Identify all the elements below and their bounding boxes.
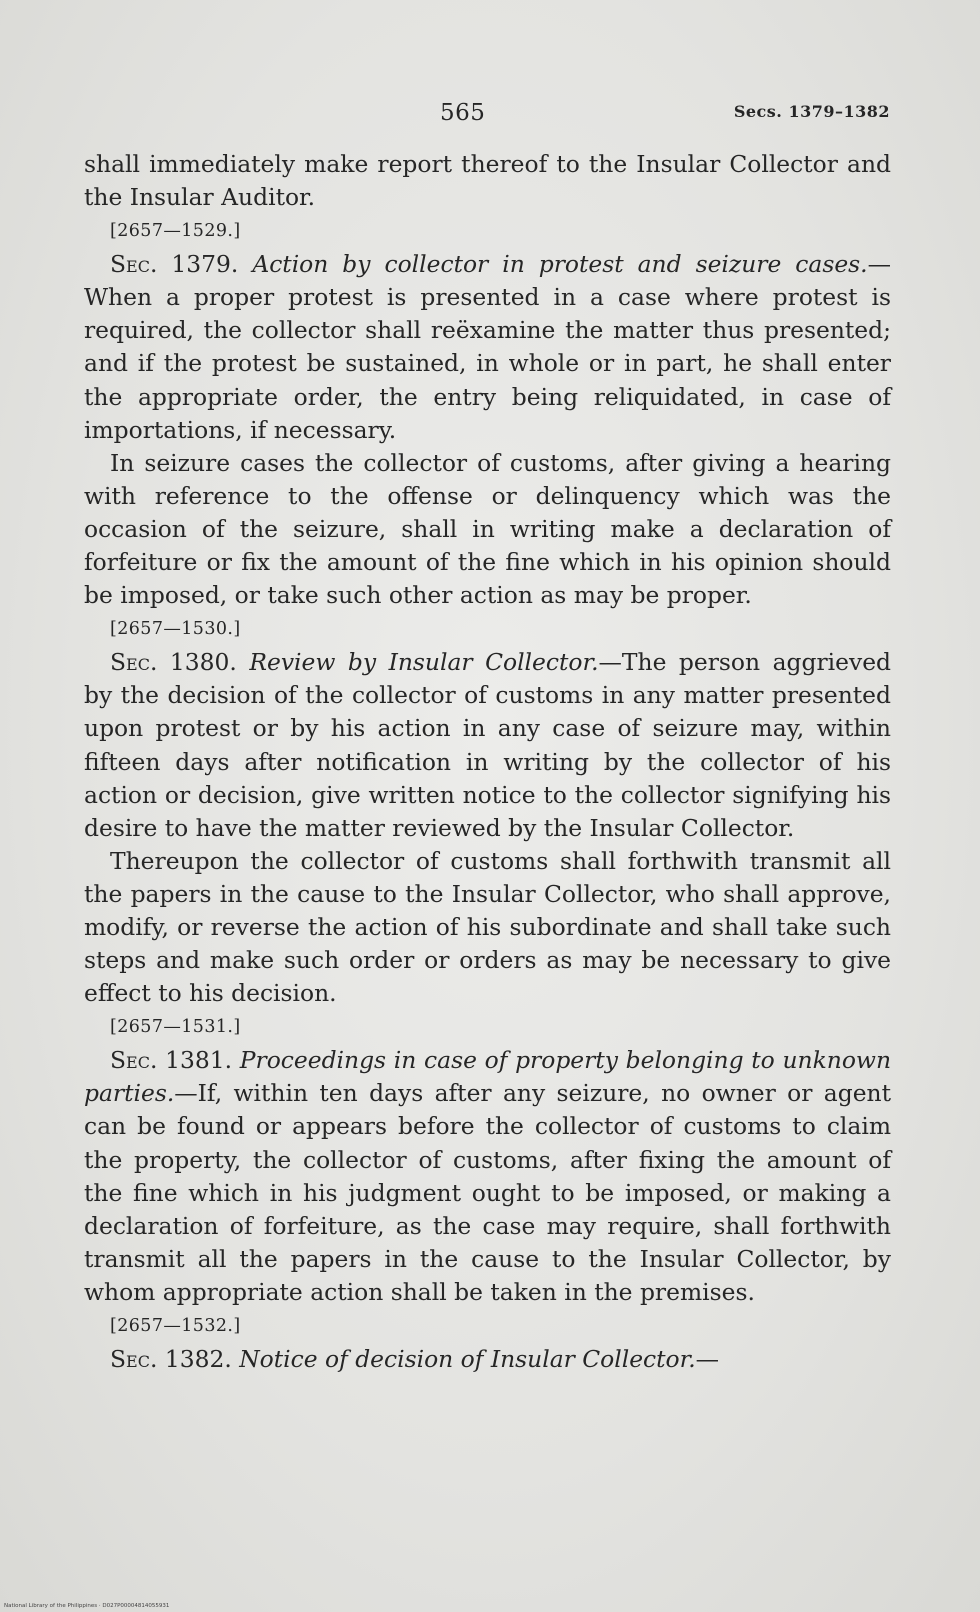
running-head: Secs. 1379–1382	[733, 102, 890, 121]
section-title-1379: Action by collector in protest and seizure cases.	[252, 250, 868, 279]
section-title-1382: Notice of decision of Insular Collector.	[239, 1345, 696, 1373]
citation-1531: [2657—1531.]	[110, 1017, 241, 1038]
section-text-1380: —The person aggrieved by the decision of the collector of customs in any matter presented upon protest or by his action in any case of seizure may, within fifteen days after notification in writing by the collector of his action or decision, give written notice to the collector signifying his desire to have the matter reviewed by the Insular Collector.	[84, 648, 892, 842]
page-number: 565	[440, 100, 486, 126]
section-1379	[84, 248, 891, 447]
paragraph-thereupon: Thereupon the collector of customs shall forthwith transmit all the papers in the cause to the Insular Collector, who shall approve, modify, or reverse the action of his subordinate and shall take such steps and make such order or orders as may be necessary to give effect to his decision.	[84, 846, 891, 1008]
section-title-1380: Review by Insular Collector.	[249, 648, 599, 677]
citation-1529: [2657—1529.]	[110, 221, 241, 242]
section-1382	[84, 1343, 891, 1376]
paragraph-seizure-cases: In seizure cases the collector of customs, after giving a hearing with reference to the offense or delinquency which was the occasion of the seizure, shall in writing make a declaration of forfeiture or fix the amount of the fine which in his opinion should be imposed, or take such other action as may be proper.	[84, 448, 891, 610]
citation-1532: [2657—1532.]	[110, 1316, 241, 1336]
paragraph-continuation: shall immediately make report thereof to the Insular Collector and the Insular Auditor.	[84, 150, 891, 212]
section-1381	[84, 1044, 891, 1309]
section-number-1381: Sec. 1381.	[110, 1046, 233, 1075]
section-text-1379: —When a proper protest is presented in a case where protest is required, the collector shall reëxamine the matter thus presented; and if the protest be sustained, in whole or in part, he shall enter the appropriate order, the entry being reliquidated, in case of importations, if necessary.	[84, 250, 892, 444]
section-1380	[84, 646, 891, 845]
section-number-1380: Sec. 1380.	[110, 648, 237, 677]
section-text-1381: —If, within ten days after any seizure, no owner or agent can be found or appears before the collector of customs to claim the property, the collector of customs, after fixing the amount of the fine which in his judgment ought to be imposed, or making a declaration of forfeiture, as the case may require, shall forthwith transmit all the papers in the cause to the Insular Collector, by whom appropriate action shall be taken in the premises.	[84, 1079, 891, 1306]
citation-1530: [2657—1530.]	[110, 619, 241, 640]
section-number-1379: Sec. 1379.	[110, 250, 239, 279]
scan-attribution: National Library of the Philippines · D027P00004814055931	[4, 1603, 170, 1609]
page-header	[0, 100, 980, 130]
body-text	[84, 148, 891, 1376]
section-text-1382: —	[695, 1345, 720, 1373]
section-title-1381: Proceedings in case of property belonging to unknown parties.	[84, 1046, 892, 1108]
section-number-1382: Sec. 1382.	[110, 1345, 232, 1373]
